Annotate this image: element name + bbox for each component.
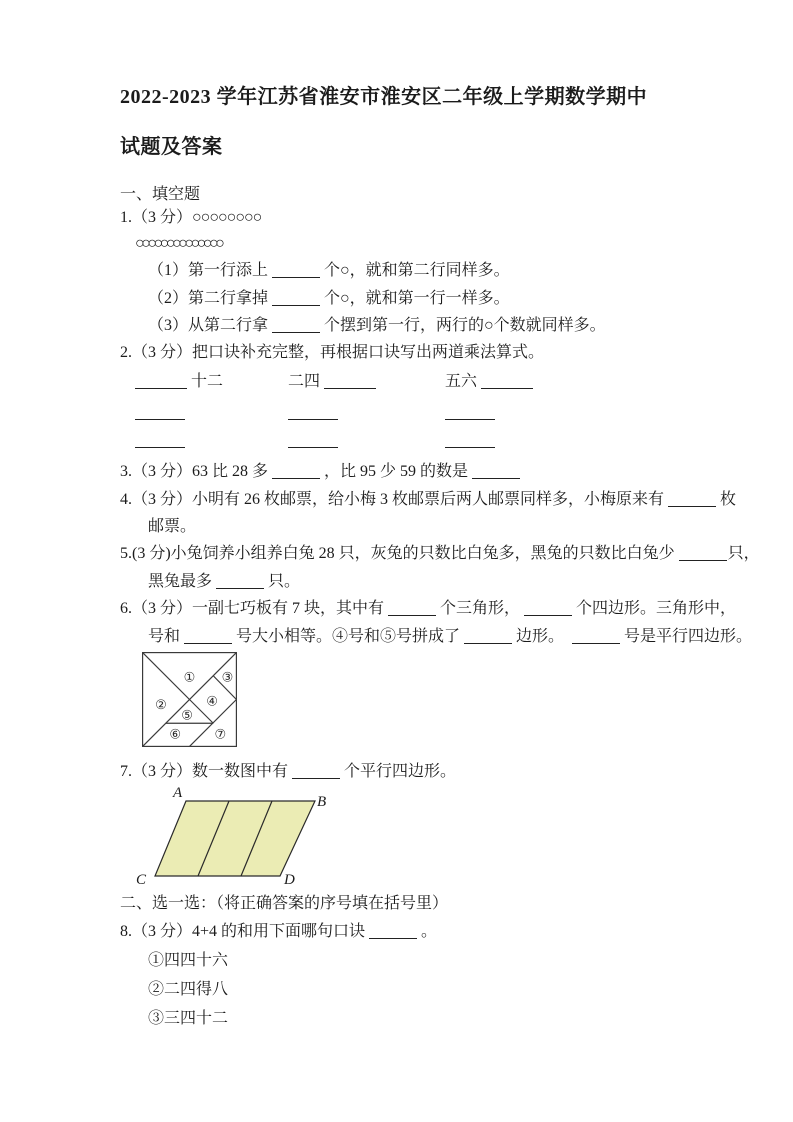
q4-stem [120, 489, 736, 511]
q6-stem-line1 [120, 598, 736, 620]
answer-blank [464, 629, 512, 644]
tangram-label-6: ⑥ [169, 726, 182, 742]
answer-blank [679, 546, 727, 561]
q4-text-post: 枚 [720, 491, 737, 508]
tangram-figure [142, 652, 237, 747]
q1-sub2-text-post: 个○，就和第一行一样多。 [324, 290, 510, 307]
q6-l2-text-d: 号是平行四边形。 [624, 628, 753, 645]
answer-blank [445, 432, 495, 448]
answer-blank [292, 764, 340, 779]
answer-blank [524, 601, 572, 616]
vertex-label-d: D [284, 872, 295, 888]
q1-sub1-text-post: 个○，就和第二行同样多。 [324, 262, 510, 279]
answer-blank [288, 404, 338, 420]
section2-heading: 二、选一选：（将正确答案的序号填在括号里） [120, 895, 449, 912]
tangram-label-2: ② [155, 697, 167, 712]
q5-continuation [148, 571, 300, 593]
q1-number: 1.（3 分） [120, 209, 193, 226]
q8-text-pre: 8.（3 分）4+4 的和用下面哪句口诀 [120, 923, 366, 940]
answer-blank [272, 263, 320, 278]
q8-stem [120, 921, 437, 943]
answer-blank [272, 464, 320, 479]
q1-circle-row2: ○○○○○○○○○○○○○○ [135, 235, 222, 252]
q1-sub1-text-pre: （1）第一行添上 [148, 262, 269, 279]
q2-stem: 2.（3 分）把口诀补充完整，再根据口诀写出两道乘法算式。 [120, 344, 545, 361]
answer-blank [184, 629, 232, 644]
vertex-label-b: B [317, 794, 327, 810]
q1-sub3-text-pre: （3）从第二行拿 [148, 317, 269, 334]
vertex-label-a: A [173, 785, 183, 801]
answer-blank [135, 404, 185, 420]
q2-koujue-2-text: 二四 [288, 373, 321, 390]
q8-text-post: 。 [421, 923, 438, 940]
q6-l2-text-b: 号大小相等。④号和⑤号拼成了 [236, 628, 461, 645]
answer-blank [369, 924, 417, 939]
q1-sub2-text-pre: （2）第二行拿掉 [148, 290, 269, 307]
answer-blank [445, 404, 495, 420]
answer-blank [572, 629, 620, 644]
tangram-label-1: ① [183, 669, 196, 685]
q4-text-pre: 4.（3 分）小明有 26 枚邮票，给小梅 3 枚邮票后两人邮票同样多，小梅原来有 [120, 491, 665, 508]
answer-blank [481, 374, 533, 389]
tangram-label-4: ④ [206, 693, 218, 709]
q1-circle-row1: ○○○○○○○○ [192, 209, 262, 226]
parallelogram-figure [133, 780, 333, 888]
q7-text-post: 个平行四边形。 [344, 763, 457, 780]
tangram-label-7: ⑦ [214, 726, 227, 742]
q3-text-mid: ，比 95 少 59 的数是 [324, 463, 469, 480]
q7-text-pre: 7.（3 分）数一数图中有 [120, 763, 289, 780]
q1-sub1 [148, 260, 510, 282]
tangram-label-5: ⑤ [181, 707, 193, 723]
q6-l1-text-c: 个四边形。三角形中， [576, 600, 737, 617]
answer-blank [388, 601, 436, 616]
parallelogram-shape [155, 801, 315, 876]
answer-blank [135, 432, 185, 448]
q5-text-pre: 5.(3 分)小兔饲养小组养白兔 28 只，灰兔的只数比白兔多，黑兔的只数比白兔少 [120, 545, 675, 562]
tangram-cut-tl-center [143, 653, 190, 700]
answer-blank [324, 374, 376, 389]
document-title-line2: 试题及答案 [120, 136, 223, 158]
q5-stem [120, 543, 760, 565]
q2-koujue-1-text: 十二 [191, 373, 224, 390]
q3-text-pre: 3.（3 分）63 比 28 多 [120, 463, 269, 480]
q8-option-1: ①四四十六 [148, 952, 229, 969]
q2-koujue-2 [288, 371, 380, 393]
q8-option-3: ③三四十二 [148, 1010, 229, 1027]
q1-sub3 [148, 315, 606, 337]
section1-heading: 一、填空题 [120, 186, 201, 203]
q1-circle-row2-line [135, 233, 221, 255]
q5-cont-text-pre: 黑兔最多 [148, 573, 213, 590]
q6-l2-text-a: 号和 [148, 628, 181, 645]
q1-stem [120, 207, 261, 229]
q1-sub3-text-post: 个摆到第一行，两行的○个数就同样多。 [324, 317, 606, 334]
q6-l2-text-c: 边形。 [516, 628, 565, 645]
answer-blank [216, 574, 264, 589]
q2-koujue-3 [445, 371, 537, 393]
q4-continuation: 邮票。 [148, 518, 197, 535]
document-title-line1: 2022-2023 学年江苏省淮安市淮安区二年级上学期数学期中 [120, 86, 648, 108]
q2-koujue-3-text: 五六 [445, 373, 478, 390]
q6-l1-text-b: 个三角形， [440, 600, 521, 617]
answer-blank [288, 432, 338, 448]
answer-blank [135, 374, 187, 389]
answer-blank [272, 318, 320, 333]
q6-stem-line2 [148, 626, 752, 648]
parallelogram-svg [133, 780, 333, 888]
answer-blank [472, 464, 520, 479]
vertex-label-c: C [136, 872, 147, 888]
q6-l1-text-a: 6.（3 分）一副七巧板有 7 块，其中有 [120, 600, 385, 617]
tangram-svg [142, 652, 237, 747]
q2-koujue-1 [135, 371, 223, 393]
answer-blank [272, 291, 320, 306]
q8-option-2: ②二四得八 [148, 981, 229, 998]
q5-cont-text-post: 只。 [268, 573, 301, 590]
q3-stem [120, 461, 524, 483]
answer-blank [668, 492, 716, 507]
tangram-label-3: ③ [221, 669, 234, 685]
q1-sub2 [148, 288, 510, 310]
q5-text-post: 只， [727, 545, 760, 562]
